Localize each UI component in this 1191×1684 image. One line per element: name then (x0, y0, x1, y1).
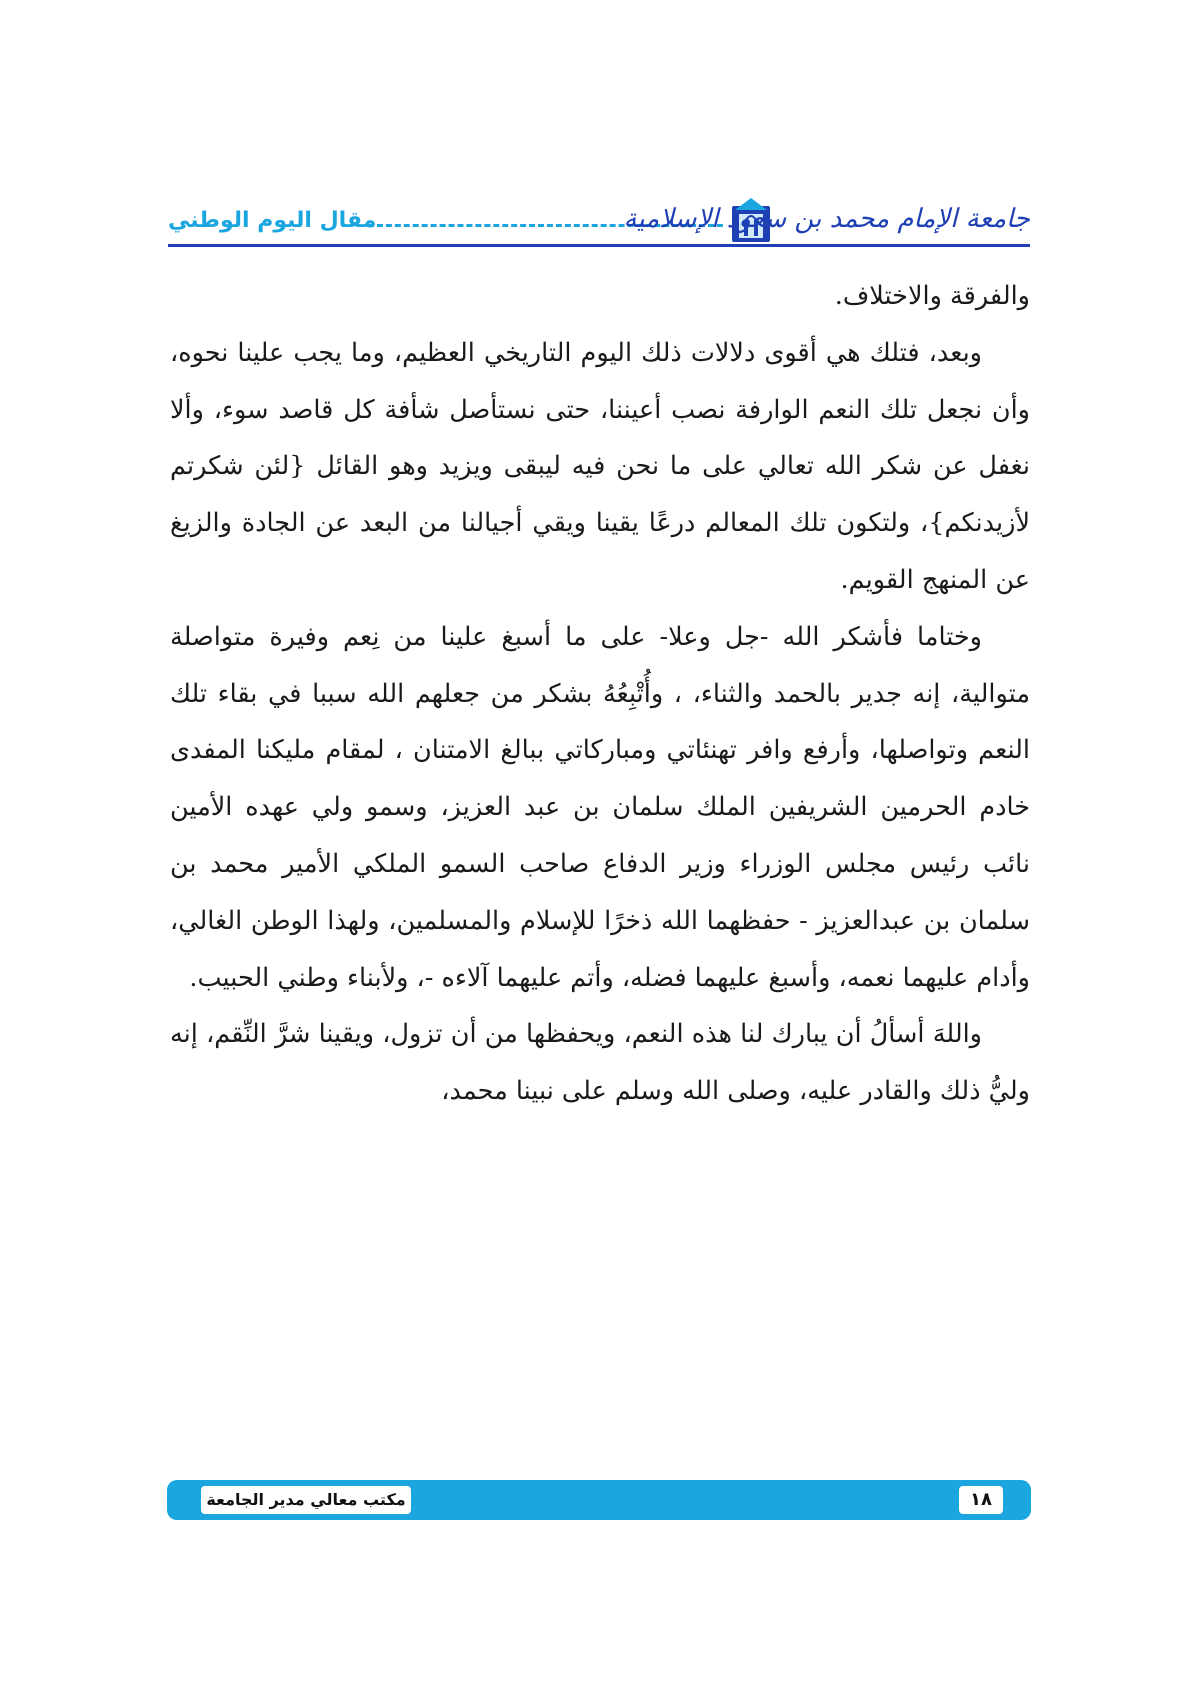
page-footer (167, 1480, 1031, 1520)
paragraph: والفرقة والاختلاف. (834, 281, 1030, 311)
paragraph: واللهَ أسألُ أن يبارك لنا هذه النعم، ويحفظها من أن تزول، ويقينا شرَّ النِّقم، إنه وليُّ ذلك والقادر عليه، وصلى الله وسلم على نبينا محمد، (170, 1019, 1030, 1107)
article-body (170, 268, 1030, 1120)
university-name-logo: جامعة الإمام محمد بن سعود الإسلامية (623, 204, 1030, 234)
footer-office-label: مكتب معالي مدير الجامعة (201, 1486, 411, 1514)
paragraph: وختاما فأشكر الله -جل وعلا- على ما أسبغ علينا من نِعم وفيرة متواصلة متوالية، إنه جدير بالحمد والثناء، ، وأُتْبِعُهُ بشكر من جعلهم الله سببا في بقاء تلك النعم وتواصلها، وأرفع وافر تهنئاتي ومباركاتي ببالغ الامتنان ، لمقام مليكنا المفدى خادم الحرمين الشريفين الملك سلمان بن عبد العزيز، وسمو ولي عهده الأمين نائب رئيس مجلس الوزراء وزير الدفاع صاحب السمو الملكي الأمير محمد بن سلمان بن عبدالعزيز - حفظهما الله ذخرًا للإسلام والمسلمين، ولهذا الوطن الغالي، وأدام عليهما نعمه، وأسبغ عليهما فضله، وأتم عليهما آلاءه -، ولأبناء وطني الحبيب. (170, 621, 1030, 993)
page-header (168, 204, 1030, 256)
page-number: ١٨ (959, 1486, 1003, 1514)
paragraph: وبعد، فتلك هي أقوى دلالات ذلك اليوم التاريخي العظيم، وما يجب علينا نحوه، وأن نجعل تلك النعم الوارفة نصب أعيننا، حتى نستأصل شأفة كل قاصد سوء، وألا نغفل عن شكر الله تعالي على ما نحن فيه ليبقى ويزيد وهو القائل {لئن شكرتم لأزيدنكم}، ولتكون تلك المعالم درعًا يقينا ويقي أجيالنا من البعد عن الجادة والزيغ عن المنهج القويم. (170, 337, 1030, 595)
header-title: مقال اليوم الوطني (168, 208, 377, 233)
header-rule (168, 244, 1030, 247)
